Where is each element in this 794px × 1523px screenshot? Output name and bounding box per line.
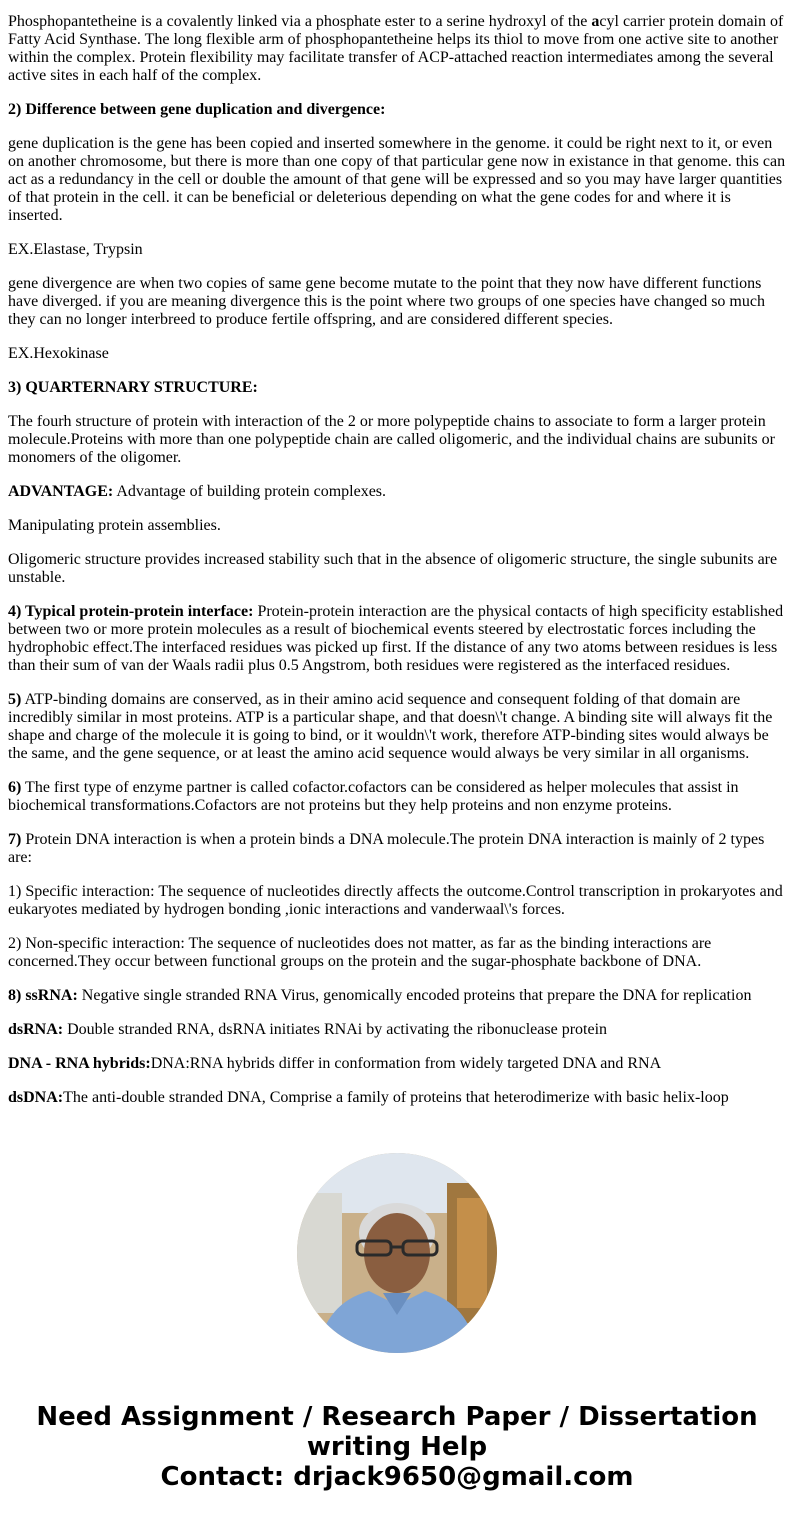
ssrna-paragraph: 8) ssRNA: Negative single stranded RNA Virus, genomically encoded proteins that prepare the DNA for replication [8,987,752,1004]
section-6-paragraph: 6) The first type of enzyme partner is called cofactor.cofactors can be considered as helper molecules that assist in biochemical transformations.Cofactors are not proteins but they help proteins and non enzyme proteins. [8,779,739,814]
section-4-paragraph: 4) Typical protein-protein interface: Protein-protein interaction are the physical contacts of high specificity established between two or more protein molecules as a result of biochemical events steered by electrostatic forces including the hydrophobic effect.The interfaced residues was picked up first. If the distance of any two atoms between residues is less than their sum of van der Waals radii plus 0.5 Angstrom, both residues were registered as the interfaced residues. [8,603,784,674]
section-5-paragraph: 5) ATP-binding domains are conserved, as in their amino acid sequence and consequent folding of that domain are incredibly similar in most proteins. ATP is a particular shape, and that doesn\'t change. A binding site will always fit the shape and charge of the molecule it is going to bind, or it wouldn\'t work, therefore ATP-binding sites would always be the same, and the gene sequence, or at least the amino acid sequence would always be very similar in all organisms. [8,691,773,762]
specific-interaction-paragraph: 1) Specific interaction: The sequence of nucleotides directly affects the outcome.Control transcription in prokaryotes and eukaryotes mediated by hydrogen bonding ,ionic interactions and vanderwaal\'s forces. [8,883,783,918]
oligomeric-paragraph: Oligomeric structure provides increased stability such that in the absence of oligomeric structure, the single subunits are unstable. [8,551,778,586]
gene-divergence-paragraph: gene divergence are when two copies of same gene become mutate to the point that they now have different functions have diverged. if you are meaning divergence this is the point where two groups of one species have changed so much they can no longer interbreed to produce fertile offspring, and are considered different species. [8,275,765,328]
gene-duplication-paragraph: gene duplication is the gene has been copied and inserted somewhere in the genome. it could be right next to it, or even on another chromosome, but there is more than one copy of that particular gene now in existance in that genome. this can act as a redundancy in the cell or double the amount of that gene will be expressed and so you may have larger quantities of that protein in the cell. it can be beneficial or deleterious depending on what the gene codes for and where it is inserted. [8,135,786,224]
dsrna-paragraph: dsRNA: Double stranded RNA, dsRNA initiates RNAi by activating the ribonuclease protein [8,1021,608,1038]
section-2-heading: 2) Difference between gene duplication and divergence: [8,101,386,118]
portrait-illustration [297,1153,497,1353]
advantage-paragraph: ADVANTAGE: Advantage of building protein complexes. [8,483,387,500]
avatar [297,1153,497,1353]
dna-rna-hybrid-paragraph: DNA - RNA hybrids:DNA:RNA hybrids differ in conformation from widely targeted DNA and RNA [8,1055,662,1072]
contact-line: Contact: drjack9650@gmail.com [160,1462,634,1492]
divergence-example: EX.Hexokinase [8,345,109,362]
section-7-paragraph: 7) Protein DNA interaction is when a protein binds a DNA molecule.The protein DNA interaction is mainly of 2 types are: [8,831,765,866]
section-3-heading: 3) QUARTERNARY STRUCTURE: [8,379,258,396]
intro-paragraph: Phosphopantetheine is a covalently linked via a phosphate ester to a serine hydroxyl of the acyl carrier protein domain of Fatty Acid Synthase. The long flexible arm of phosphopantetheine helps its thiol to move from one active site to another within the complex. Protein flexibility may facilitate transfer of ACP-attached reaction intermediates among the several active sites in each half of the complex. [8,13,784,84]
manipulating-paragraph: Manipulating protein assemblies. [8,517,221,534]
banner-line-2: writing Help [306,1432,488,1462]
nonspecific-interaction-paragraph: 2) Non-specific interaction: The sequence of nucleotides does not matter, as far as the binding interactions are concerned.They occur between functional groups on the protein and the sugar-phosphate backbone of DNA. [8,935,712,970]
article-body [8,13,786,1123]
quaternary-structure-paragraph: The fourh structure of protein with interaction of the 2 or more polypeptide chains to associate to form a larger protein molecule.Proteins with more than one polypeptide chain are called oligomeric, and the individual chains are subunits or monomers of the oligomer. [8,413,775,466]
duplication-example: EX.Elastase, Trypsin [8,241,143,258]
banner-line-1: Need Assignment / Research Paper / Dissertation [36,1402,758,1432]
dsdna-paragraph: dsDNA:The anti-double stranded DNA, Comprise a family of proteins that heterodimerize with basic helix-loop [8,1089,729,1106]
help-banner [0,1402,794,1492]
